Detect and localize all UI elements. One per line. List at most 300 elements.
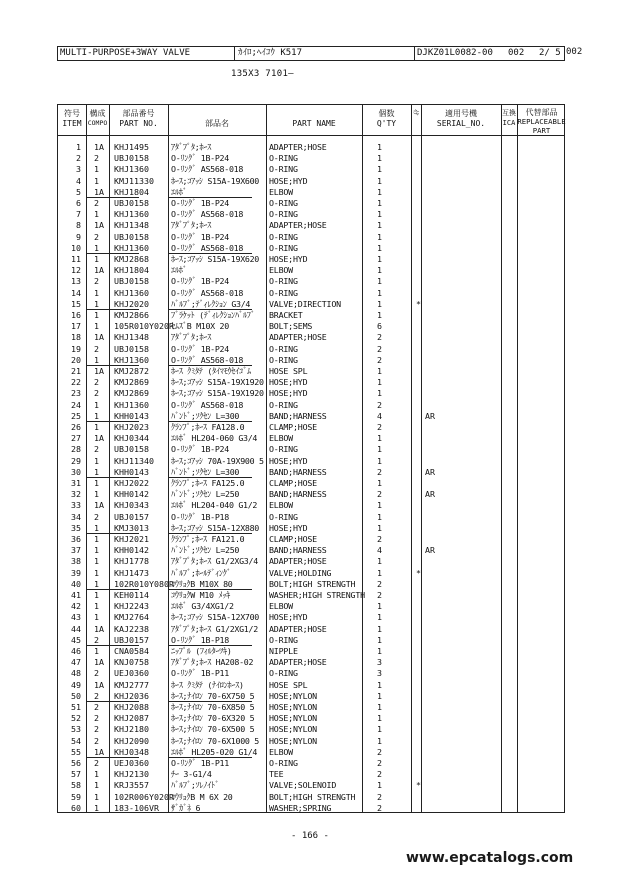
col-comp-jp: 構成 [89,109,106,118]
component-level: 1 [94,175,99,186]
table-row [58,220,566,231]
part-number: KHJ1360 [114,354,149,365]
part-number: KMJ2764 [114,612,149,623]
component-level: 1 [94,164,99,175]
quantity: 1 [377,735,382,746]
item-number: 14 [71,287,81,298]
subtitle: 135X3 7101— [231,69,294,79]
part-name-jp: ﾎｰｽ;ｺｱｯｼ S15A-19X620 [171,254,259,264]
part-name: ADAPTER;HOSE [269,657,327,668]
component-level: 1 [94,769,99,780]
part-number: KHH0143 [114,410,149,421]
part-number: KMJ3013 [114,522,149,533]
part-number: KHJ1348 [114,332,149,343]
part-name-jp: ﾊﾞﾝﾄﾞ;ｿｸｾﾝ L=250 [171,545,240,556]
parts-table [57,104,565,813]
part-name: O-RING [269,444,298,455]
item-number: 52 [71,713,81,724]
quantity: 1 [377,690,382,701]
part-number: UBJ0157 [114,634,149,645]
item-number: 40 [71,578,81,589]
item-number: 56 [71,758,81,768]
ina-mark: * [416,780,421,791]
part-name: HOSE;HYD [269,388,308,399]
quantity: 2 [377,534,382,544]
part-number: KHJ1778 [114,556,149,567]
part-name: HOSE;HYD [269,455,308,466]
part-number: KRJ3557 [114,780,149,791]
table-row [58,164,566,175]
table-row [58,444,566,455]
component-level: 1 [94,321,99,332]
part-number: UBJ0158 [114,231,149,242]
item-number: 22 [71,377,81,388]
table-row [58,344,566,355]
component-level: 1 [94,780,99,791]
part-name: BAND;HARNESS [269,489,327,500]
item-number: 23 [71,388,81,399]
table-row [58,646,566,657]
part-name: O-RING [269,758,298,768]
table-row [58,702,566,713]
part-number: UBJ0158 [114,153,149,164]
item-number: 33 [71,500,81,511]
item-number: 37 [71,545,81,556]
quantity: 1 [377,276,382,287]
part-name-jp: O-ﾘﾝｸﾞ AS568-018 [171,354,244,365]
part-name: ADAPTER;HOSE [269,332,327,343]
item-number: 41 [71,590,81,600]
part-name-jp: ﾎｰｽ ｸﾐﾀﾃ (ﾅｲﾛﾝﾎｰｽ) [171,679,244,690]
part-name: O-RING [269,634,298,645]
part-name-jp: ﾎｰｽ;ﾅｲﾛﾝ 70-6X320 5 [171,713,255,724]
part-name-jp: ﾎｰｽ;ﾅｲﾛﾝ 70-6X850 5 [171,702,255,712]
part-name-jp: ﾎｰｽ;ｺｱｯｼ 70A-19X900 5 [171,455,264,466]
part-name-jp: ﾌﾞﾗｹｯﾄ (ﾃﾞｨﾚｸｼｮﾝﾊﾞﾙﾌﾞ [171,310,255,320]
col-part-jp: 部品番号 [122,109,155,118]
part-name-jp: ｾﾑｽﾞB M10X 20 [171,321,229,332]
item-number: 3 [76,164,81,175]
table-row [58,668,566,679]
quantity: 1 [377,242,382,253]
part-number: KMJ2866 [114,310,149,320]
col-ina: ｲﾅ [412,109,420,116]
item-number: 50 [71,690,81,701]
ina-mark: * [416,567,421,578]
quantity: 1 [377,634,382,645]
component-level: 2 [94,511,99,522]
table-row [58,254,566,265]
part-number: KMJ2869 [114,388,149,399]
quantity: 1 [377,444,382,455]
col-serial-jp: 適用号機 [445,109,477,118]
item-number: 53 [71,724,81,735]
component-level: 2 [94,735,99,746]
part-number: KEH0114 [114,590,149,600]
quantity: 1 [377,220,382,231]
component-level: 1 [94,478,99,488]
item-number: 24 [71,399,81,410]
component-level: 2 [94,444,99,455]
item-number: 46 [71,646,81,656]
part-name: HOSE;HYD [269,377,308,388]
item-number: 48 [71,668,81,679]
component-level: 1A [94,746,104,757]
quantity: 4 [377,410,382,421]
quantity: 1 [377,556,382,567]
part-name-jp: ｸﾗﾝﾌﾟ;ﾎｰｽ FA121.0 [171,534,245,544]
quantity: 1 [377,254,382,264]
part-name: O-RING [269,399,298,410]
table-row [58,288,566,299]
part-number: 102R010Y080R [114,578,174,589]
part-name: ELBOW [269,601,293,612]
table-row [58,209,566,220]
component-level: 1 [94,545,99,556]
component-level: 1 [94,567,99,578]
part-number: KHJ2087 [114,713,149,724]
component-level: 1 [94,354,99,365]
component-level: 1 [94,590,99,600]
component-level: 1 [94,489,99,500]
col-rep-part: PART [532,126,551,135]
item-number: 38 [71,556,81,567]
table-row [58,232,566,243]
component-level: 1 [94,422,99,432]
quantity: 1 [377,433,382,444]
quantity: 1 [377,511,382,522]
part-name: BOLT;HIGH STRENGTH [269,791,356,802]
quantity: 2 [377,354,382,365]
part-name: BAND;HARNESS [269,410,327,421]
item-number: 27 [71,433,81,444]
part-number: KHJ1473 [114,567,149,578]
quantity: 1 [377,265,382,276]
item-number: 26 [71,422,81,432]
part-name-jp: ｴﾙﾎﾞ [171,265,187,276]
table-row [58,456,566,467]
table-row [58,400,566,411]
quantity: 1 [377,679,382,690]
part-number: KHJ0348 [114,746,149,757]
component-level: 1 [94,601,99,612]
part-number: KHJ1804 [114,265,149,276]
item-number: 5 [76,186,81,197]
part-name-jp: O-ﾘﾝｸﾞ 1B-P24 [171,276,229,287]
part-number: KHJ1360 [114,287,149,298]
part-name: ADAPTER;HOSE [269,556,327,567]
page-number: - 166 - [291,831,329,841]
part-number: KMJ2777 [114,679,149,690]
component-level: 1 [94,578,99,589]
quantity: 1 [377,175,382,186]
table-row [58,433,566,444]
quantity: 1 [377,209,382,220]
part-name: ELBOW [269,186,293,197]
item-number: 58 [71,780,81,791]
part-name-jp: ｴﾙﾎﾞ HL205-020 G1/4 [171,746,258,757]
col-item: ITEM [62,119,82,128]
part-name: HOSE;HYD [269,522,308,533]
component-level: 2 [94,668,99,679]
table-row [58,736,566,747]
quantity: 1 [377,298,382,309]
quantity: 2 [377,590,382,600]
item-number: 20 [71,354,81,365]
part-name: HOSE;NYLON [269,713,317,724]
component-level: 1A [94,366,104,376]
part-number: 102R006Y020R [114,791,174,802]
quantity: 1 [377,455,382,466]
quantity: 2 [377,791,382,802]
component-level: 1 [94,310,99,320]
quantity: 1 [377,366,382,376]
item-number: 55 [71,746,81,757]
item-number: 45 [71,634,81,645]
quantity: 1 [377,567,382,578]
part-name: BAND;HARNESS [269,466,327,477]
item-number: 2 [76,153,81,164]
component-level: 1A [94,142,104,152]
table-row [58,534,566,545]
component-level: 1 [94,534,99,544]
quantity: 1 [377,186,382,197]
part-name-jp: ﾎｰｽ;ｺｱｯｼ S15A-19X1920 [171,377,264,388]
part-number: KHJ2036 [114,690,149,701]
item-number: 57 [71,769,81,780]
quantity: 2 [377,746,382,757]
component-level: 1 [94,802,99,813]
part-name-jp: ｴﾙﾎﾞ [171,186,187,197]
part-name-jp: O-ﾘﾝｸﾞ AS568-018 [171,209,244,220]
part-name: O-RING [269,198,298,208]
part-name: HOSE;NYLON [269,735,317,746]
table-row [58,624,566,635]
item-number: 39 [71,567,81,578]
part-name: O-RING [269,242,298,253]
part-name-jp: O-ﾘﾝｸﾞ 1B-P11 [171,758,229,768]
part-number: KHJ2020 [114,298,149,309]
component-level: 1 [94,209,99,220]
part-name: O-RING [269,209,298,220]
replaceable-part: AR [425,466,435,477]
item-number: 11 [71,254,81,264]
item-number: 16 [71,310,81,320]
table-row [58,545,566,556]
table-row [58,601,566,612]
component-level: 1A [94,657,104,668]
table-row [58,310,566,321]
part-name-jp: ﾊﾞﾝﾄﾞ;ｿｸｾﾝ L=300 [171,410,240,421]
part-name: BAND;HARNESS [269,545,327,556]
table-row [58,489,566,500]
header-page: 2/ 5 [539,48,561,58]
part-name: HOSE SPL [269,679,308,690]
part-name: HOSE;NYLON [269,690,317,701]
quantity: 2 [377,578,382,589]
component-level: 2 [94,690,99,701]
part-name-jp: ｺｳﾘｮｸW M10 ﾒｯｷ [171,590,230,600]
part-number: KHJ2021 [114,534,149,544]
table-row [58,758,566,769]
part-number: KMJ2869 [114,377,149,388]
item-number: 60 [71,802,81,813]
quantity: 3 [377,668,382,679]
item-number: 1 [76,142,81,152]
part-name-jp: ｱﾀﾞﾌﾟﾀ;ﾎｰｽ G1/2XG1/2 [171,623,258,634]
component-level: 1 [94,287,99,298]
quantity: 1 [377,646,382,656]
part-name-jp: ﾁｰ 3-G1/4 [171,769,212,780]
part-number: KHH0142 [114,489,149,500]
part-name: CLAMP;HOSE [269,422,317,432]
part-name: HOSE SPL [269,366,308,376]
part-name: ELBOW [269,500,293,511]
table-row [58,176,566,187]
part-name: TEE [269,769,284,780]
item-number: 8 [76,220,81,231]
part-name-jp: ﾊﾞﾝﾄﾞ;ｿｸｾﾝ L=250 [171,489,240,500]
item-number: 10 [71,242,81,253]
part-name: BOLT;SEMS [269,321,313,332]
part-number: UBJ0158 [114,198,149,208]
part-name-jp: ｴﾙﾎﾞ HL204-040 G1/2 [171,500,258,511]
part-number: UEJ0360 [114,758,149,768]
part-name: WASHER;SPRING [269,802,332,813]
part-name-jp: ｺｳﾘｮｸB M10X 80 [171,578,233,589]
quantity: 2 [377,769,382,780]
part-name-jp: O-ﾘﾝｸﾞ 1B-P11 [171,668,229,679]
quantity: 1 [377,522,382,533]
quantity: 1 [377,612,382,623]
col-ica-jp: 互換 [502,109,516,117]
component-level: 1 [94,455,99,466]
part-name-jp: ﾊﾞﾙﾌﾞ;ﾎｰﾙﾃﾞｨﾝｸﾞ [171,567,231,578]
part-name-jp: ｱﾀﾞﾌﾟﾀ;ﾎｰｽ HA208-02 [171,657,254,668]
quantity: 1 [377,478,382,488]
component-level: 1A [94,433,104,444]
quantity: 1 [377,623,382,634]
table-row [58,321,566,332]
part-name-jp: O-ﾘﾝｸﾞ 1B-P18 [171,634,229,645]
part-name: ELBOW [269,265,293,276]
table-row [58,478,566,489]
component-level: 2 [94,724,99,735]
part-number: KHJ0344 [114,433,149,444]
part-name: O-RING [269,354,298,365]
part-number: KHJ1360 [114,242,149,253]
part-name-jp: ﾎｰｽ ｸﾐﾀﾃ (ﾀｲﾏﾓｳｾｲｺﾞﾑ [171,366,251,376]
col-comp: COMPO [87,119,108,127]
component-level: 2 [94,634,99,645]
part-name-jp: ﾊﾞﾝﾄﾞ;ｿｸｾﾝ L=300 [171,466,240,477]
component-level: 1A [94,679,104,690]
component-level: 2 [94,343,99,354]
table-row [58,198,566,209]
part-name-jp: O-ﾘﾝｸﾞ AS568-018 [171,242,244,253]
part-number: KHJ1360 [114,399,149,410]
component-level: 1A [94,186,104,197]
part-number: KNJ0758 [114,657,149,668]
part-number: KAJ2238 [114,623,149,634]
quantity: 1 [377,231,382,242]
ina-mark: * [416,298,421,309]
component-level: 1 [94,612,99,623]
quantity: 1 [377,780,382,791]
quantity: 2 [377,489,382,500]
replaceable-part: AR [425,489,435,500]
table-row [58,422,566,433]
part-name: ADAPTER;HOSE [269,220,327,231]
item-number: 12 [71,265,81,276]
part-number: KHJ2022 [114,478,149,488]
table-row [58,276,566,287]
col-qty: Q'TY [376,119,397,128]
item-number: 9 [76,231,81,242]
item-number: 36 [71,534,81,544]
part-name: O-RING [269,153,298,164]
part-name-jp: ﾊﾞﾙﾌﾞ;ﾃﾞｨﾚｸｼｮﾝ G3/4 [171,298,251,309]
quantity: 2 [377,802,382,813]
part-name: O-RING [269,343,298,354]
part-name: O-RING [269,287,298,298]
component-level: 1 [94,242,99,253]
part-number: KHJ2088 [114,702,149,712]
table-row [58,680,566,691]
quantity: 1 [377,724,382,735]
component-level: 1A [94,265,104,276]
item-number: 7 [76,209,81,220]
col-name: PART NAME [292,119,336,128]
item-number: 43 [71,612,81,623]
table-row [58,780,566,791]
quantity: 3 [377,657,382,668]
part-number: KHJ11340 [114,455,154,466]
part-name-jp: O-ﾘﾝｸﾞ 1B-P24 [171,198,229,208]
part-name-jp: ﾊﾞﾙﾌﾞ;ｿﾚﾉｲﾄﾞ [171,780,219,791]
part-name: WASHER;HIGH STRENGTH [269,590,365,600]
part-name: HOSE;HYD [269,612,308,623]
part-name: ADAPTER;HOSE [269,623,327,634]
quantity: 4 [377,545,382,556]
part-name-jp: ﾎｰｽ;ｺｱｯｼ S15A-12X880 [171,522,259,533]
item-number: 35 [71,522,81,533]
table-row [58,724,566,735]
quantity: 2 [377,422,382,432]
component-level: 1 [94,399,99,410]
part-name-jp: O-ﾘﾝｸﾞ AS568-018 [171,399,244,410]
part-number: KHJ2023 [114,422,149,432]
table-row [58,377,566,388]
col-rep: REPLACEABLE [517,117,566,126]
quantity: 1 [377,153,382,164]
component-level: 1 [94,556,99,567]
part-name-jp: ｱﾀﾞﾌﾟﾀ;ﾎｰｽ G1/2XG3/4 [171,556,258,567]
part-name-jp: O-ﾘﾝｸﾞ AS568-018 [171,164,244,175]
quantity: 1 [377,198,382,208]
table-row [58,142,566,153]
table-row [58,792,566,803]
part-name-jp: ﾎｰｽ;ﾅｲﾛﾝ 70-6X500 5 [171,724,255,735]
item-number: 28 [71,444,81,455]
quantity: 1 [377,388,382,399]
table-row [58,153,566,164]
part-name-jp: O-ﾘﾝｸﾞ 1B-P24 [171,343,229,354]
part-name-jp: ｱﾀﾞﾌﾟﾀ;ﾎｰｽ [171,142,211,152]
part-number: 105R010Y020R [114,321,174,332]
part-name: ELBOW [269,433,293,444]
quantity: 1 [377,702,382,712]
